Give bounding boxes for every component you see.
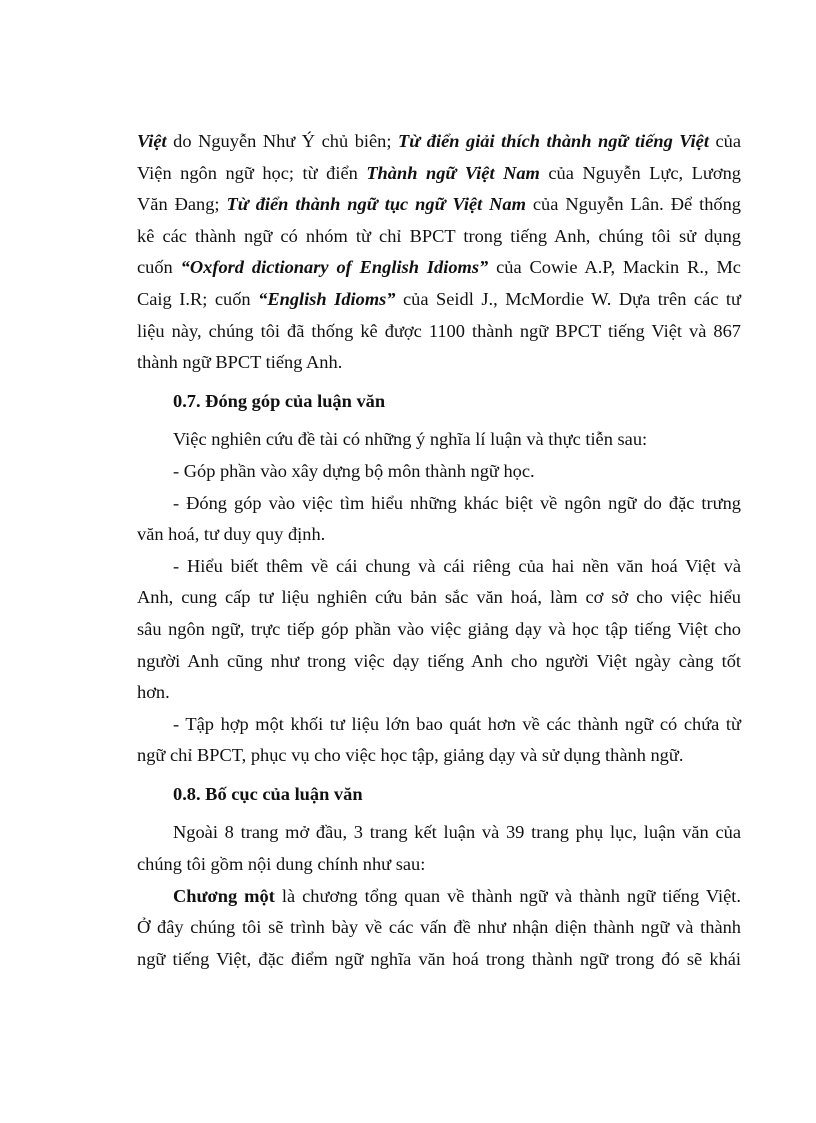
section-heading-contributions: 0.7. Đóng góp của luận văn	[173, 390, 386, 411]
title-run: Từ điển giải thích thành ngữ tiếng Việt	[398, 131, 709, 151]
contribution-item-2-line-2: văn hoá, tư duy quy định.	[137, 524, 326, 545]
chapter-one-line-1	[137, 881, 741, 913]
contribution-item-4-line-2: ngữ chỉ BPCT, phục vụ cho việc học tập, giảng dạy và sử dụng thành ngữ.	[137, 745, 684, 766]
text-run: của Seidl J., McMordie W. Dựa trên các tư	[395, 288, 742, 309]
text-run: Văn Đang;	[137, 194, 227, 215]
contributions-intro: Việc nghiên cứu đề tài có những ý nghĩa lí luận và thực tiễn sau:	[173, 429, 648, 450]
text-run: của Nguyễn Lực, Lương	[539, 162, 741, 183]
sources-line	[137, 252, 741, 284]
title-run: Thành ngữ Việt Nam	[366, 162, 540, 183]
text-run: cuốn	[137, 257, 181, 278]
structure-intro-line-2: chúng tôi gồm nội dung chính như sau:	[137, 854, 426, 875]
paragraph-sources	[137, 126, 741, 379]
text-run: của Cowie A.P, Mackin R., Mc	[488, 257, 741, 278]
chapter-one-line-1-text: là chương tổng quan về thành ngữ và thành ngữ tiếng Việt.	[274, 885, 742, 906]
chapter-one-line-3: ngữ tiếng Việt, đặc điểm ngữ nghĩa văn hoá trong thành ngữ trong đó sẽ khái	[137, 948, 741, 969]
document-page	[137, 126, 741, 975]
title-run: Việt	[137, 131, 167, 151]
contribution-item-3-line-4: người Anh cũng như trong việc dạy tiếng Anh cho người Việt ngày càng tốt	[137, 650, 741, 671]
text-run: Caig I.R; cuốn	[137, 288, 259, 309]
text-run: của	[708, 131, 741, 151]
text-run: do Nguyễn Như Ý chủ biên;	[166, 131, 398, 151]
contribution-item-3-line-2: Anh, cung cấp tư liệu nghiên cứu bản sắc văn hoá, làm cơ sở cho việc hiểu	[137, 587, 741, 608]
chapter-one-label: Chương một	[173, 885, 275, 906]
section-heading-structure: 0.8. Bố cục của luận văn	[173, 783, 363, 804]
sources-line	[137, 316, 741, 348]
chapter-one-line-2: Ở đây chúng tôi sẽ trình bày về các vấn đề như nhận diện thành ngữ và thành	[137, 917, 741, 938]
sources-line	[137, 189, 741, 221]
title-run: Từ điển thành ngữ tục ngữ Việt Nam	[226, 194, 526, 215]
contribution-item-3-line-3: sâu ngôn ngữ, trực tiếp góp phần vào việc giảng dạy và học tập tiếng Việt cho	[137, 618, 741, 639]
contribution-item-3-line-5: hơn.	[137, 682, 170, 703]
structure-intro-line-1: Ngoài 8 trang mở đầu, 3 trang kết luận và 39 trang phụ lục, luận văn của	[173, 822, 741, 843]
contribution-item-4-line-1: - Tập hợp một khối tư liệu lớn bao quát hơn về các thành ngữ có chứa từ	[173, 713, 741, 734]
text-run: Viện ngôn ngữ học; từ điển	[137, 162, 367, 183]
title-run: “Oxford dictionary of English Idioms”	[180, 257, 489, 278]
sources-line	[137, 284, 741, 316]
sources-line	[137, 158, 741, 190]
contribution-item-2-line-1: - Đóng góp vào việc tìm hiểu những khác biệt về ngôn ngữ do đặc trưng	[173, 492, 741, 513]
sources-line-last: thành ngữ BPCT tiếng Anh.	[137, 352, 343, 373]
text-run: liệu này, chúng tôi đã thống kê được 1100 thành ngữ BPCT tiếng Việt và 867	[137, 320, 741, 341]
contribution-item-1: - Góp phần vào xây dựng bộ môn thành ngữ học.	[173, 460, 535, 481]
text-run: kê các thành ngữ có nhóm từ chỉ BPCT trong tiếng Anh, chúng tôi sử dụng	[137, 225, 741, 246]
text-run: của Nguyễn Lân. Để thống	[525, 194, 741, 215]
sources-line	[137, 126, 741, 158]
title-run: “English Idioms”	[258, 288, 396, 309]
sources-line	[137, 221, 741, 253]
contribution-item-3-line-1: - Hiểu biết thêm về cái chung và cái riêng của hai nền văn hoá Việt và	[173, 555, 741, 576]
